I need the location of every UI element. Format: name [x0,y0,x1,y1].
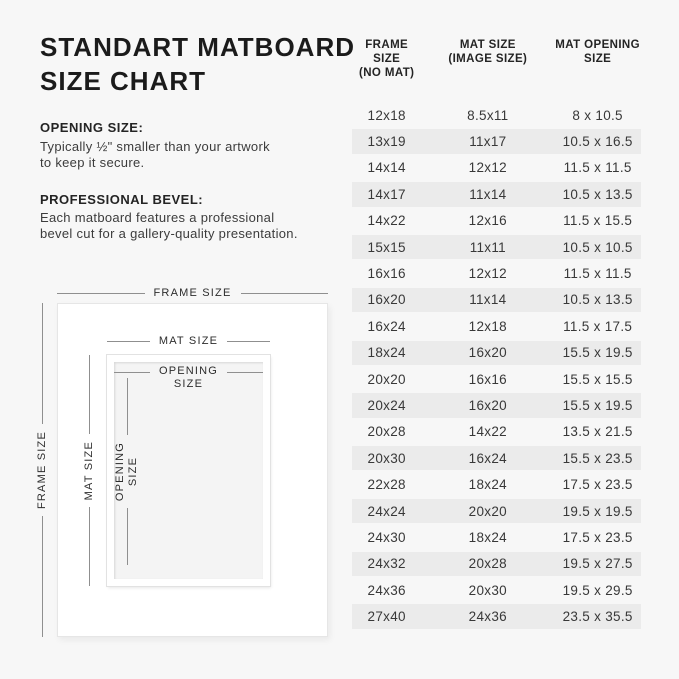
table-cell: 12x18 [468,318,507,334]
column-header-frame-size [352,38,421,80]
table-cell: 16x24 [468,450,507,466]
table-cell: 16x20 [367,292,406,308]
table-cell: 27x40 [367,609,406,625]
table-cell: 11x14 [469,186,507,202]
table-cell: 15.5 x 23.5 [562,450,633,466]
table-cell: 20x24 [367,397,406,413]
table-cell: 14x22 [468,424,507,440]
table-cell: 24x32 [367,556,406,572]
table-row [352,181,641,207]
page-title-line2: SIZE CHART [40,66,206,96]
table-cell: 22x28 [367,477,406,493]
mat-size-v-label: MAT SIZE [82,440,95,501]
table-cell: 14x14 [367,160,406,176]
professional-bevel-description-line1: Each matboard features a professional [40,210,275,225]
table-cell: 18x24 [367,345,406,361]
table-cell: 24x24 [367,503,406,519]
dimension-line [114,372,150,373]
table-row [352,445,641,471]
dimension-line [42,516,43,637]
mat-size-h-dimension [107,334,270,348]
table-cell: 11x17 [469,134,507,150]
table-row [352,313,641,339]
table-cell: 24x36 [468,609,507,625]
table-cell: 12x12 [468,266,507,282]
frame-size-v-dimension [34,303,50,637]
professional-bevel-heading: PROFESSIONAL BEVEL: [40,192,204,207]
dimension-line [42,303,43,424]
frame-size-v-label: FRAME SIZE [35,431,48,510]
table-row [352,392,641,418]
table-row [352,524,641,550]
table-row [352,102,641,128]
dimension-line [227,341,270,342]
table-cell: 10.5 x 10.5 [562,239,633,255]
table-cell: 18x24 [468,477,507,493]
dimension-line [127,508,128,565]
table-cell: 16x16 [468,371,507,387]
column-header-line: SIZE [584,53,612,65]
table-row [352,471,641,497]
table-row [352,498,641,524]
column-header-line: (IMAGE SIZE) [448,53,528,65]
table-rows [352,102,641,630]
table-cell: 16x20 [468,397,507,413]
table-cell: 12x16 [468,213,507,229]
dimension-line [57,293,145,294]
table-cell: 8 x 10.5 [572,107,623,123]
table-cell: 11.5 x 11.5 [563,160,632,176]
opening-size-description-line1: Typically ½" smaller than your artwork [40,139,270,154]
table-cell: 11.5 x 17.5 [563,318,633,334]
table-cell: 8.5x11 [467,107,509,123]
table-row [352,577,641,603]
mat-size-v-dimension [81,355,97,586]
table-cell: 12x12 [468,160,507,176]
table-row [352,340,641,366]
table-cell: 17.5 x 23.5 [562,477,633,493]
table-row [352,287,641,313]
table-row [352,366,641,392]
opening-size-h-label-line1: OPENING [158,365,219,377]
table-cell: 12x18 [367,107,406,123]
page-title-line1: STANDART MATBOARD [40,32,355,62]
table-cell: 20x30 [367,450,406,466]
opening-size-h-label [159,365,218,391]
table-cell: 15.5 x 19.5 [562,397,633,413]
opening-size-h-dimension [114,365,263,393]
dimension-line [127,378,128,435]
dimension-line [227,372,263,373]
table-cell: 11x11 [469,239,506,255]
column-header-line: MAT SIZE [459,39,516,51]
table-row [352,234,641,260]
table-row [352,208,641,234]
dimension-line [107,341,150,342]
dimension-line [241,293,329,294]
frame-size-h-label: FRAME SIZE [153,286,232,299]
table-cell: 10.5 x 13.5 [562,186,633,202]
size-table-header [352,38,641,80]
table-row [352,551,641,577]
table-cell: 10.5 x 16.5 [562,134,633,150]
table-cell: 20x28 [367,424,406,440]
table-row [352,155,641,181]
column-header-mat-opening-size [554,38,641,80]
table-cell: 11.5 x 11.5 [563,266,632,282]
opening-size-v-label-line2: SIZE [127,456,139,487]
table-cell: 16x24 [367,318,406,334]
dimension-line [89,507,90,586]
column-header-line: MAT OPENING [555,39,640,51]
table-cell: 16x20 [468,345,507,361]
table-cell: 15.5 x 15.5 [562,371,633,387]
frame-size-h-dimension [57,286,328,300]
opening-size-heading: OPENING SIZE: [40,120,144,135]
opening-size-v-dimension [114,378,139,565]
professional-bevel-description-line2: bevel cut for a gallery-quality presentation. [40,226,298,241]
mat-size-h-label: MAT SIZE [158,334,219,347]
table-row [352,128,641,154]
column-header-line: FRAME SIZE [365,39,409,65]
table-cell: 16x16 [367,266,406,282]
column-header-line: (NO MAT) [358,67,415,79]
table-cell: 20x28 [468,556,507,572]
opening-size-v-label-line1: OPENING [114,441,126,502]
table-cell: 14x17 [367,186,406,202]
table-cell: 11x14 [469,292,507,308]
table-row [352,603,641,629]
table-cell: 15.5 x 19.5 [562,345,633,361]
table-cell: 18x24 [468,529,507,545]
table-row [352,419,641,445]
table-cell: 10.5 x 13.5 [562,292,633,308]
table-cell: 20x20 [367,371,406,387]
table-cell: 24x36 [367,582,406,598]
table-cell: 13x19 [367,134,406,150]
table-cell: 20x20 [468,503,507,519]
table-cell: 11.5 x 15.5 [563,213,633,229]
opening-size-h-label-line2: SIZE [173,378,204,390]
opening-size-v-label [114,442,140,501]
dimension-line [89,355,90,434]
table-row [352,260,641,286]
size-table [352,38,641,630]
table-cell: 17.5 x 23.5 [562,529,633,545]
table-cell: 24x30 [367,529,406,545]
table-cell: 15x15 [367,239,406,255]
table-cell: 19.5 x 19.5 [562,503,633,519]
table-cell: 19.5 x 27.5 [562,556,633,572]
table-cell: 14x22 [367,213,406,229]
table-cell: 23.5 x 35.5 [562,609,633,625]
column-header-mat-size [421,38,554,80]
opening-size-description-line2: to keep it secure. [40,155,145,170]
table-cell: 13.5 x 21.5 [562,424,633,440]
table-cell: 19.5 x 29.5 [562,582,633,598]
table-cell: 20x30 [468,582,507,598]
